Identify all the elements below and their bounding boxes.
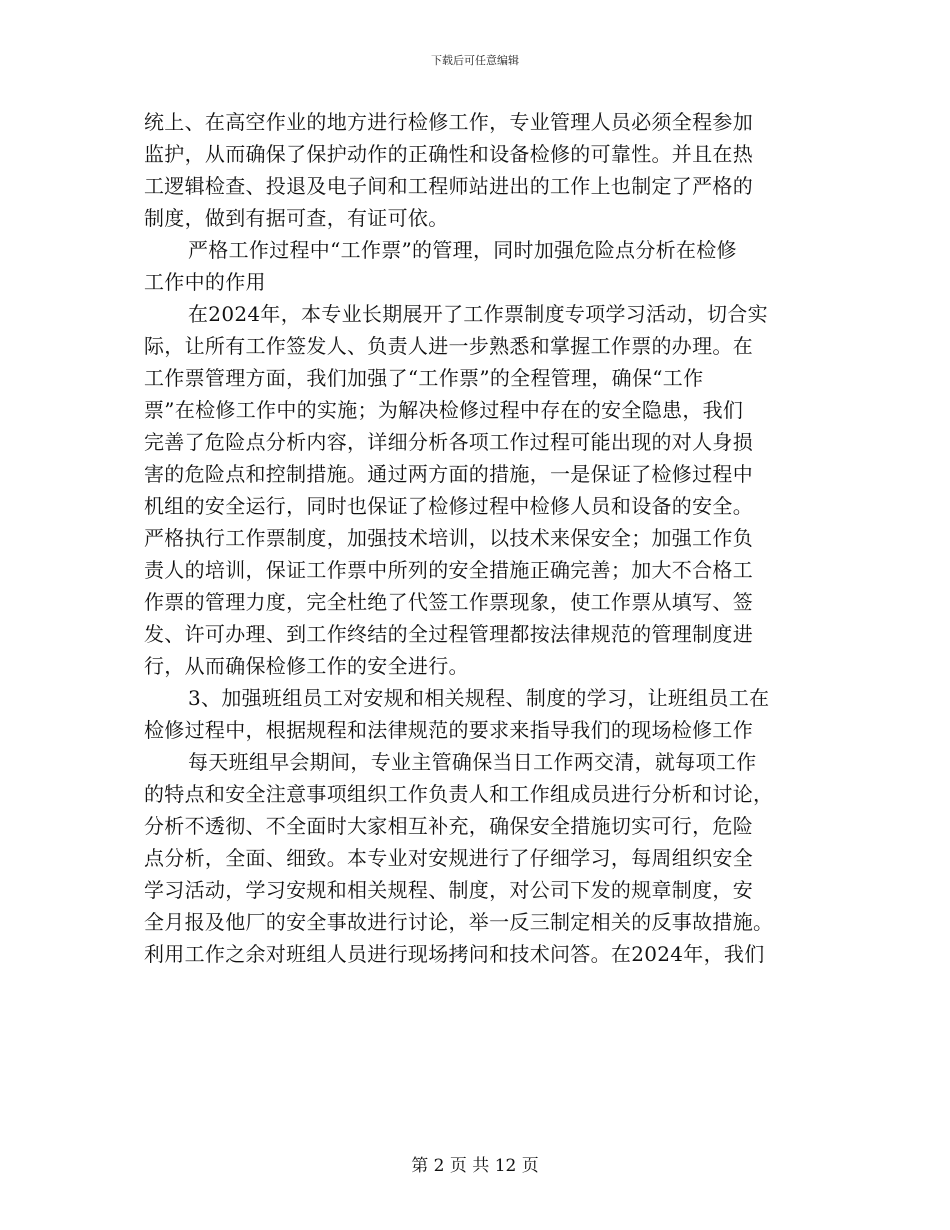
text-line: 作票的管理力度，完全杜绝了代签工作票现象，使工作票从填写、签	[144, 590, 753, 614]
text-line: 检修过程中，根据规程和法律规范的要求来指导我们的现场检修工作	[144, 718, 753, 742]
text-line: 监护，从而确保了保护动作的正确性和设备检修的可靠性。并且在热	[144, 142, 753, 166]
text-line: 3、加强班组员工对安规和相关规程、制度的学习，让班组员工在	[188, 686, 770, 710]
document-body	[144, 106, 819, 970]
text-line: 全月报及他厂的安全事故进行讨论，举一反三制定相关的反事故措施。	[144, 910, 774, 934]
text-line: 的特点和安全注意事项组织工作负责人和工作组成员进行分析和讨论，	[144, 782, 774, 806]
text-line: 票”在检修工作中的实施；为解决检修过程中存在的安全隐患，我们	[144, 398, 744, 422]
text-line: 制度，做到有据可查，有证可依。	[144, 206, 449, 230]
text-line: 利用工作之余对班组人员进行现场拷问和技术问答。在2024年，我们	[144, 942, 765, 966]
text-line: 工逻辑检查、投退及电子间和工程师站进出的工作上也制定了严格的	[144, 174, 753, 198]
text-line: 责人的培训，保证工作票中所列的安全措施正确完善；加大不合格工	[144, 558, 753, 582]
text-line: 统上、在高空作业的地方进行检修工作，专业管理人员必须全程参加	[144, 110, 753, 134]
text-line: 完善了危险点分析内容，详细分析各项工作过程可能出现的对人身损	[144, 430, 753, 454]
text-line: 点分析，全面、细致。本专业对安规进行了仔细学习，每周组织安全	[144, 846, 753, 870]
section-heading-paragraph	[144, 234, 819, 298]
text-line: 行，从而确保检修工作的安全进行。	[144, 654, 469, 678]
text-line: 发、许可办理、到工作终结的全过程管理都按法律规范的管理制度进	[144, 622, 753, 646]
paragraph	[144, 298, 819, 682]
text-line: 机组的安全运行，同时也保证了检修过程中检修人员和设备的安全。	[144, 494, 753, 518]
text-line: 严格执行工作票制度，加强技术培训，以技术来保安全；加强工作负	[144, 526, 753, 550]
text-line: 每天班组早会期间，专业主管确保当日工作两交清，就每项工作	[188, 750, 757, 774]
paragraph	[144, 106, 819, 234]
text-line: 学习活动，学习安规和相关规程、制度，对公司下发的规章制度，安	[144, 878, 753, 902]
text-line: 在2024年，本专业长期展开了工作票制度专项学习活动，切合实	[188, 302, 768, 326]
text-line: 工作票管理方面，我们加强了“工作票”的全程管理，确保“工作	[144, 366, 704, 390]
text-line: 严格工作过程中“工作票”的管理，同时加强危险点分析在检修	[188, 238, 737, 262]
text-line: 分析不透彻、不全面时大家相互补充，确保安全措施切实可行，危险	[144, 814, 753, 838]
text-line: 工作中的作用	[144, 270, 266, 294]
text-line: 害的危险点和控制措施。通过两方面的措施，一是保证了检修过程中	[144, 462, 753, 486]
page-number-footer: 第 2 页 共 12 页	[411, 1156, 539, 1176]
text-line: 际，让所有工作签发人、负责人进一步熟悉和掌握工作票的办理。在	[144, 334, 753, 358]
page-header: 下载后可任意编辑	[431, 54, 519, 67]
paragraph	[144, 746, 819, 970]
section-heading-paragraph	[144, 682, 819, 746]
